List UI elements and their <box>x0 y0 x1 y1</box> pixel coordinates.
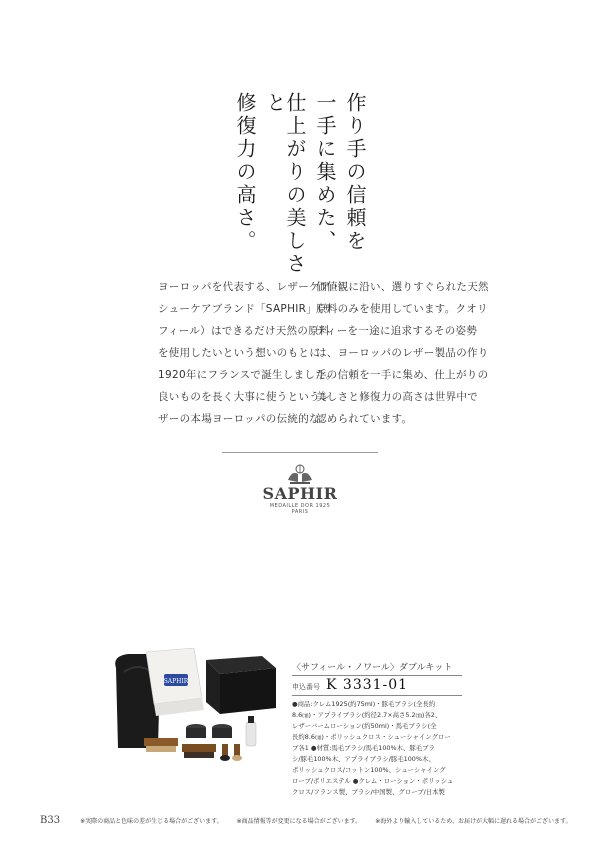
divider <box>222 452 378 453</box>
product-photo <box>110 648 282 766</box>
description-line: ローブ/ポリエステル ●クレム・ローション・ポリッシュ <box>292 777 454 785</box>
product-code-label: 申込番号 <box>292 683 320 691</box>
body-text-left <box>158 276 342 430</box>
logo-tagline: MEDAILLE DOR 1925 <box>269 503 331 509</box>
description-line: シ/豚毛100%木、アプライブラシ/豚毛100%木、 <box>292 755 435 763</box>
logo-wordmark: SAPHIR <box>262 484 338 503</box>
description-line: 8.6㎝)・アプライブラシ(約径2.7×高さ5.2㎝)各2、 <box>292 711 442 719</box>
body-line: 手の信頼を一手に集め、仕上がりの <box>316 369 489 381</box>
body-line: 美しさと修復力の高さは世界中で <box>316 391 478 403</box>
body-line: フィール）はできるだけ天然の原料 <box>158 325 330 337</box>
description-line: レザーバームローション(約50ml)・馬毛ブラシ(全 <box>292 722 437 730</box>
product-code-row <box>292 676 462 696</box>
headline <box>233 92 367 292</box>
saphir-logo <box>260 462 340 552</box>
crest-icon <box>280 462 320 486</box>
body-line: は、ヨーロッパのレザー製品の作り <box>316 347 489 359</box>
footer <box>40 815 580 826</box>
description-line: ポリッシュクロス/コットン100%、シューシャイング <box>292 766 446 774</box>
footer-note: ※商品情報等が変更になる場合がございます。 <box>236 818 362 825</box>
page-number: B33 <box>40 815 61 826</box>
description-line: 長約8.6㎝)・ポリッシュクロス・シューシャイングロー <box>292 733 451 741</box>
headline-line-4: 修復力の高さ。 <box>233 92 257 253</box>
description-line: ブ各1 ●材質:馬毛ブラシ/馬毛100%木、豚毛ブラ <box>292 744 435 752</box>
description-line: クロス/フランス製、ブラシ/中国製、グローブ/日本製 <box>292 788 445 796</box>
description-line: ●商品:クレム1925(約75ml)・豚毛ブラシ(全長約 <box>292 700 436 708</box>
body-line: 価値観に沿い、選りすぐられた天然 <box>316 281 489 293</box>
footer-note: ※実際の商品と色味の差が生じる場合がございます。 <box>80 818 223 825</box>
headline-line-2: 一手に集めた、 <box>313 92 337 253</box>
body-line: 良いものを長く大事に使うというレ <box>158 391 331 403</box>
product-code: K 3331-01 <box>326 677 409 693</box>
footer-note: ※海外より輸入しているため、お届けが大幅に遅れる場合がございます。 <box>375 818 572 825</box>
body-line: ヨーロッパを代表する、レザーケア・ <box>158 281 342 293</box>
body-line: 原料のみを使用しています。クオリ <box>316 303 488 315</box>
product-name: 〈サフィール・ノワール〉ダブルキット <box>292 660 462 676</box>
body-line: ザーの本場ヨーロッパの伝統的な <box>158 413 320 425</box>
body-line: 1920年にフランスで誕生しました。 <box>158 369 337 381</box>
headline-line-3: 仕上がりの美しさと <box>263 92 307 276</box>
body-line: 認められています。 <box>316 413 413 425</box>
body-text-right <box>316 276 489 430</box>
headline-line-1: 作り手の信頼を <box>343 92 367 253</box>
body-line: を使用したいという想いのもとに <box>158 347 320 359</box>
product-info <box>292 660 462 798</box>
svg-text:SAPHIR: SAPHIR <box>163 678 189 685</box>
logo-location: PARIS <box>291 509 309 515</box>
body-line: シューケアブランド「SAPHIR」（サ <box>158 303 334 315</box>
body-line: ティーを一途に追求するその姿勢 <box>316 325 478 337</box>
product-description <box>292 699 462 798</box>
